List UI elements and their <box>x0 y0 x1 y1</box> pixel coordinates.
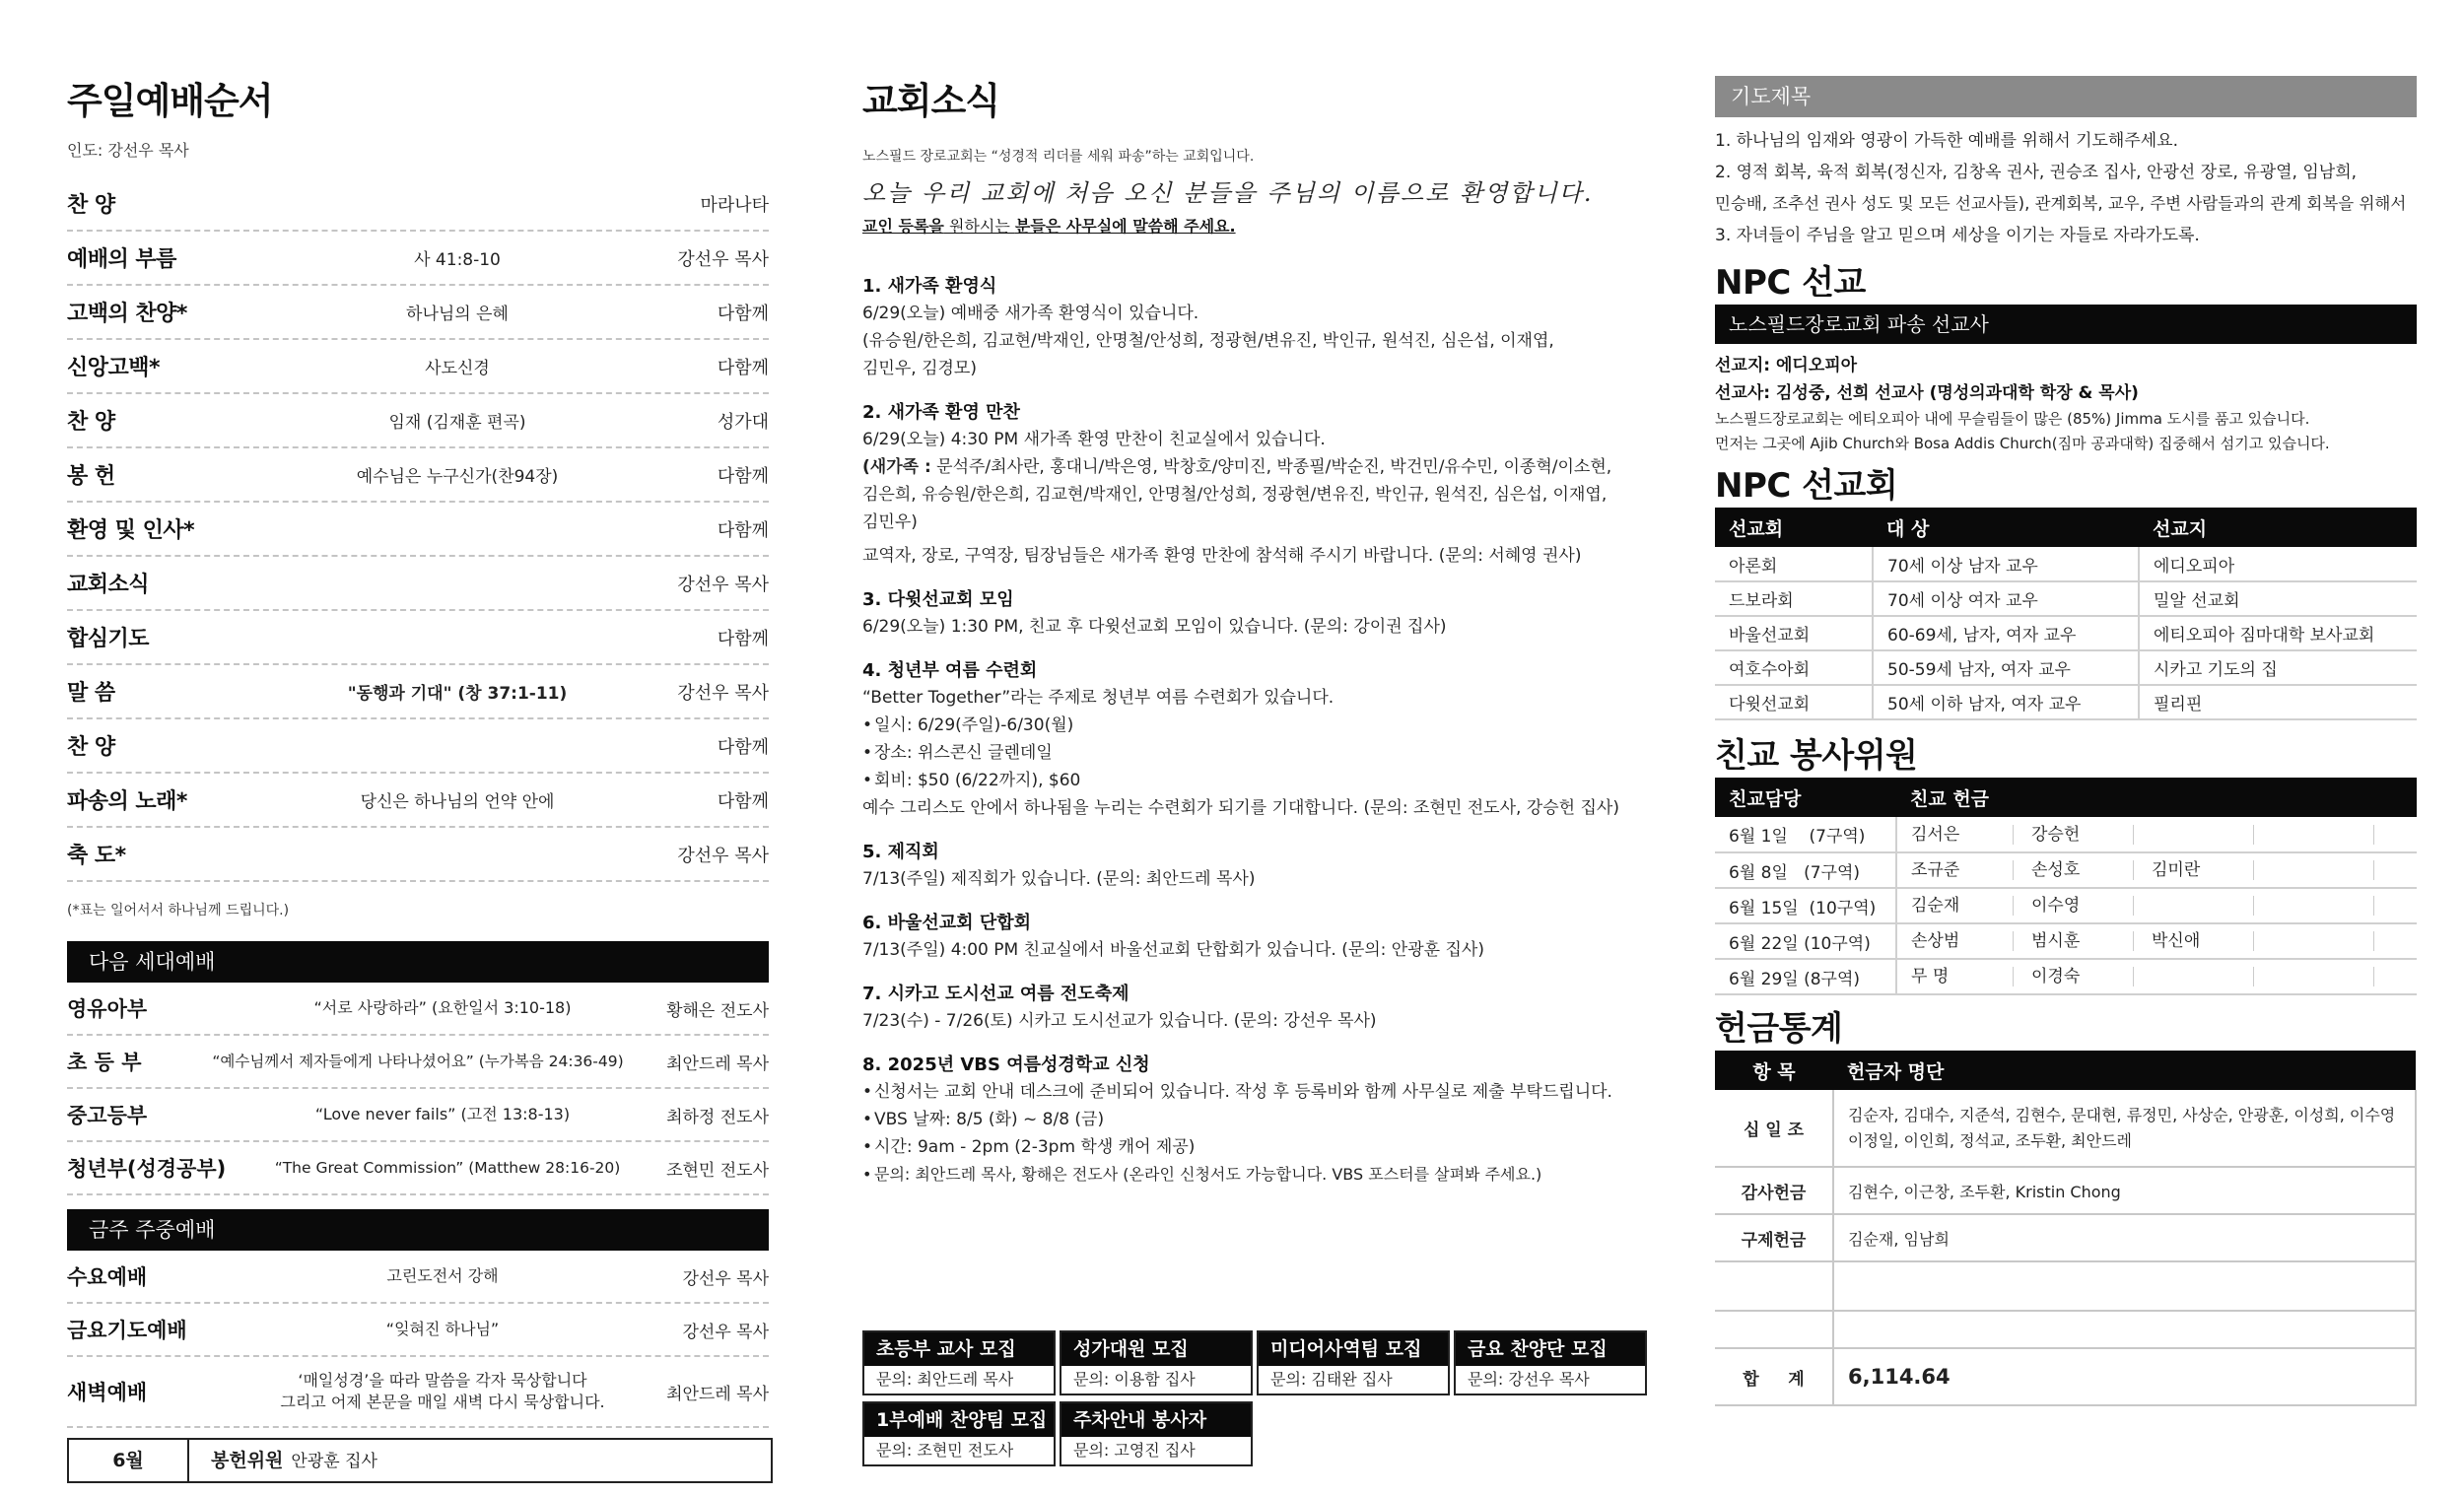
new-family-list <box>862 453 1671 481</box>
bullet-item: • 장소: 위스콘신 글렌데일 <box>862 739 1671 767</box>
news-item <box>862 587 1671 641</box>
news-line: 교역자, 장로, 구역장, 팀장님들은 새가족 환영 만찬에 참석해 주시기 바랍니다. (문의: 서혜영 권사) <box>862 546 1582 566</box>
table-row: 6월 29일 (8구역) 무 명 이경숙 <box>1715 959 2417 994</box>
table-row: 6월 1일 (7구역) 김서은 강승헌 <box>1715 817 2417 852</box>
order-by: 다함께 <box>717 628 769 649</box>
bullet-item: • 회비: $50 (6/22까지), $60 <box>862 767 1671 794</box>
order-name: 교회소식 <box>67 573 150 597</box>
right-column <box>1715 76 2417 1406</box>
weekday-row <box>67 1304 769 1357</box>
order-by: 다함께 <box>717 357 769 378</box>
order-row <box>67 503 769 557</box>
news-title-3: 3. 다윗선교회 모임 <box>862 589 1014 610</box>
next-gen-row <box>67 983 769 1036</box>
news-item <box>862 840 1671 893</box>
table-row: 감사헌금 김현수, 이근창, 조두환, Kristin Chong <box>1715 1167 2416 1214</box>
order-row <box>67 286 769 340</box>
dept-name: 중고등부 <box>67 1104 148 1127</box>
recruit-box <box>1060 1330 1253 1395</box>
order-name: 파송의 노래* <box>67 789 187 814</box>
worship-order-column <box>67 77 769 1483</box>
prayer-item: 2. 영적 회복, 육적 회복(정신자, 김창옥 권사, 권승조 집사, 안광선 장로, 유광열, 임남희, <box>1715 163 2358 182</box>
table-row: 구제헌금 김순재, 임남희 <box>1715 1214 2416 1261</box>
order-by: 다함께 <box>717 465 769 487</box>
order-name: 고백의 찬양* <box>67 302 187 326</box>
recruit-contact: 문의: 고영진 집사 <box>1073 1441 1196 1460</box>
recruitment-boxes <box>862 1330 1671 1466</box>
recruit-contact: 문의: 이용함 집사 <box>1073 1370 1196 1389</box>
dawn-line-2: 그리고 어제 본문을 매일 새벽 다시 묵상합니다. <box>280 1393 605 1411</box>
recruit-box <box>1454 1330 1647 1395</box>
prayer-item: 민승배, 조추선 권사 성도 및 모든 선교사들), 관계회복, 교우, 주변 사람들과의 관계 회복을 위해서 <box>1715 194 2407 213</box>
dept-leader: 최안드레 목사 <box>666 1054 769 1074</box>
sermon-title: "동행과 기대" (창 37:1-11) <box>347 684 568 704</box>
weekday-header: 금주 주중예배 <box>67 1209 769 1251</box>
recruit-box <box>1060 1401 1253 1466</box>
news-list <box>862 274 1671 1189</box>
next-gen-list <box>67 983 769 1195</box>
new-family-label: (새가족 : <box>862 457 931 477</box>
order-name: 찬 양 <box>67 193 115 218</box>
news-line: 7/23(수) - 7/26(토) 시카고 도시선교가 있습니다. (문의: 강선우 목사) <box>862 1011 1377 1031</box>
order-row <box>67 665 769 719</box>
news-title-2: 2. 새가족 환영 만찬 <box>862 402 1020 423</box>
reg-part-c: 분들은 사무실에 말씀해 주세요. <box>1014 217 1236 236</box>
order-content: 당신은 하나님의 언약 안에 <box>360 792 555 812</box>
recruit-contact: 문의: 최안드레 목사 <box>876 1370 1014 1389</box>
dept-leader: 최하정 전도사 <box>666 1107 769 1127</box>
news-item <box>862 658 1671 822</box>
order-by: 다함께 <box>717 790 769 812</box>
recruit-title: 성가대원 모집 <box>1061 1332 1251 1366</box>
order-name: 찬 양 <box>67 410 115 435</box>
recruit-contact: 문의: 강선우 목사 <box>1468 1370 1590 1389</box>
order-row <box>67 340 769 394</box>
order-by: 다함께 <box>717 736 769 758</box>
fellowship-table <box>1715 778 2417 995</box>
worship-order-title: 주일예배순서 <box>67 80 273 122</box>
next-gen-header: 다음 세대예배 <box>67 941 769 983</box>
total-label: 합 계 <box>1715 1348 1833 1405</box>
order-content: 사도신경 <box>425 359 490 378</box>
service-name: 수요예배 <box>67 1265 148 1289</box>
offering-table <box>1715 1051 2417 1406</box>
next-gen-row <box>67 1089 769 1142</box>
news-line: 6/29(오늘) 1:30 PM, 친교 후 다윗선교회 모임이 있습니다. (문의: 강이권 집사) <box>862 617 1447 637</box>
order-row <box>67 828 769 882</box>
dawn-line-1: ‘매일성경’을 따라 말씀을 각자 묵상합니다 <box>298 1371 587 1390</box>
committee-role: 봉헌위원 <box>211 1450 284 1471</box>
offering-title: 헌금통계 <box>1715 1009 1843 1049</box>
weekday-row <box>67 1357 769 1428</box>
dept-content: “서로 사랑하라” (요한일서 3:10-18) <box>313 998 572 1017</box>
next-gen-row <box>67 1036 769 1089</box>
order-row <box>67 557 769 611</box>
order-by: 강선우 목사 <box>677 248 769 270</box>
recruit-title: 1부예배 찬양팀 모집 <box>864 1403 1054 1437</box>
order-name: 찬 양 <box>67 735 115 760</box>
church-news-column <box>862 77 1671 1460</box>
news-line: 김민우) <box>862 512 918 532</box>
order-name: 봉 헌 <box>67 464 115 489</box>
col-header: 친교 헌금 <box>1896 778 2417 817</box>
mission-field: 선교지: 에디오피아 <box>1715 356 1858 375</box>
news-line: 6/29(오늘) 예배중 새가족 환영식이 있습니다. <box>862 304 1199 323</box>
bullet-item: • VBS 날짜: 8/5 (화) ~ 8/8 (금) <box>862 1106 1671 1133</box>
total-row <box>1715 1348 2416 1405</box>
order-name: 신앙고백* <box>67 356 161 380</box>
news-title-6: 6. 바울선교회 단합회 <box>862 913 1031 933</box>
service-name: 금요기도예배 <box>67 1319 187 1342</box>
news-line: 예수 그리스도 안에서 하나됨을 누리는 수련회가 되기를 기대합니다. (문의: 조현민 전도사, 강승헌 집사) <box>862 798 1619 818</box>
church-intro: 노스필드 장로교회는 “성경적 리더를 세워 파송”하는 교회입니다. <box>862 149 1255 165</box>
vbs-details <box>862 1078 1671 1189</box>
table-row: 십 일 조 김순자, 김대수, 지준석, 김현수, 문대현, 류정민, 사상순, 안광훈, 이성희, 이수영 이정일, 이인희, 정석교, 조두환, 최안드레 <box>1715 1090 2416 1167</box>
recruit-title: 주차안내 봉사자 <box>1061 1403 1251 1437</box>
dept-leader: 조현민 전도사 <box>666 1160 769 1181</box>
news-line: (유승원/한은희, 김교현/박재인, 안명철/안성희, 정광현/변유진, 박인규, 원석진, 심은섭, 이재엽, <box>862 331 1554 351</box>
dept-content: “예수님께서 제자들에게 나타나셨어요” (누가복음 24:36-49) <box>212 1053 624 1070</box>
table-row: 6월 8일 (7구역) 조규준 손성호 김미란 <box>1715 852 2417 888</box>
table-row: 드보라회 70세 이상 여자 교우 밀알 선교회 <box>1715 581 2417 616</box>
missionary-name: 선교사: 김성중, 선희 선교사 (명성의과대학 학장 & 목사) <box>1715 383 2139 403</box>
service-leader: 강선우 목사 <box>682 1268 769 1289</box>
order-by: 마라나타 <box>700 194 769 216</box>
dept-content: “Love never fails” (고전 13:8-13) <box>314 1105 571 1123</box>
prayer-list <box>1715 125 2417 251</box>
order-content: 사 41:8-10 <box>414 250 501 270</box>
fellowship-title: 친교 봉사위원 <box>1715 736 1918 776</box>
col-header: 헌금자 명단 <box>1833 1051 2416 1090</box>
col-header: 대 상 <box>1873 508 2139 547</box>
recruit-box <box>862 1401 1056 1466</box>
order-row <box>67 774 769 828</box>
committee-person: 안광훈 집사 <box>291 1452 377 1471</box>
news-line: 김은희, 유승원/한은희, 김교현/박재인, 안명철/안성희, 정광현/변유진, 박인규, 원석진, 심은섭, 이재엽, <box>862 485 1608 505</box>
table-row: 아론회 70세 이상 남자 교우 에디오피아 <box>1715 547 2417 581</box>
worship-order-list <box>67 177 769 882</box>
table-row <box>1715 1311 2416 1348</box>
missionary-header: 노스필드장로교회 파송 선교사 <box>1715 305 2417 344</box>
news-line: 김민우, 김경모) <box>862 359 977 378</box>
table-row: 6월 15일 (10구역) 김순재 이수영 <box>1715 888 2417 923</box>
order-by: 강선우 목사 <box>677 682 769 704</box>
bullet-item: • 신청서는 교회 안내 데스크에 준비되어 있습니다. 작성 후 등록비와 함께 사무실로 제출 부탁드립니다. <box>862 1078 1671 1106</box>
recruit-title: 미디어사역팀 모집 <box>1259 1332 1448 1366</box>
news-item <box>862 982 1671 1035</box>
bullet-item: • 문의: 최안드레 목사, 황해은 전도사 (온라인 신청서도 가능합니다. VBS 포스터를 살펴봐 주세요.) <box>862 1161 1671 1189</box>
reg-part-b: 원하시는 <box>943 217 1015 236</box>
service-content <box>235 1370 650 1413</box>
news-title-1: 1. 새가족 환영식 <box>862 276 997 297</box>
news-line: 7/13(주일) 4:00 PM 친교실에서 바울선교회 단합회가 있습니다. (문의: 안광훈 집사) <box>862 940 1484 960</box>
news-line: “Better Together”라는 주제로 청년부 여름 수련회가 있습니다. <box>862 688 1335 708</box>
news-title-7: 7. 시카고 도시선교 여름 전도축제 <box>862 984 1129 1004</box>
prayer-item: 1. 하나님의 임재와 영광이 가득한 예배를 위해서 기도해주세요. <box>1715 131 2178 151</box>
recruit-box <box>862 1330 1056 1395</box>
npc-groups-table <box>1715 508 2417 720</box>
monthly-offering-committee <box>67 1438 773 1483</box>
order-content: 임재 (김재훈 편곡) <box>388 413 526 433</box>
registration-note <box>862 214 1671 237</box>
reg-part-a: 교인 등록을 <box>862 217 944 236</box>
order-by: 성가대 <box>717 411 769 433</box>
retreat-details <box>862 712 1671 794</box>
order-content: 하나님의 은혜 <box>406 305 509 324</box>
next-gen-row <box>67 1142 769 1195</box>
service-content: 고린도전서 강해 <box>386 1266 499 1285</box>
order-name: 축 도* <box>67 844 126 868</box>
col-header: 선교회 <box>1715 508 1873 547</box>
mission-desc: 노스필드장로교회는 에티오피아 내에 무슬림들이 많은 (85%) Jimma 도시를 품고 있습니다. <box>1715 410 2310 428</box>
col-header: 항 목 <box>1715 1051 1833 1090</box>
order-by: 다함께 <box>717 519 769 541</box>
prayer-header: 기도제목 <box>1715 76 2417 117</box>
dept-name: 초 등 부 <box>67 1051 142 1074</box>
recruit-contact: 문의: 김태완 집사 <box>1270 1370 1393 1389</box>
npc-mission-title: NPC 선교 <box>1715 263 1866 303</box>
welcome-message: 오늘 우리 교회에 처음 오신 분들을 주님의 이름으로 환영합니다. <box>862 179 1594 207</box>
news-line: 7/13(주일) 제직회가 있습니다. (문의: 최안드레 목사) <box>862 869 1256 889</box>
order-row <box>67 448 769 503</box>
news-item <box>862 911 1671 964</box>
worship-leader: 인도: 강선우 목사 <box>67 141 189 160</box>
order-name: 합심기도 <box>67 627 150 651</box>
dept-name: 영유아부 <box>67 997 148 1021</box>
recruit-title: 금요 찬양단 모집 <box>1456 1332 1645 1366</box>
order-name: 말 씀 <box>67 681 115 706</box>
order-row <box>67 394 769 448</box>
order-row <box>67 177 769 232</box>
table-row: 바울선교회 60-69세, 남자, 여자 교우 에티오피아 짐마대학 보사교회 <box>1715 616 2417 650</box>
recruit-contact: 문의: 조현민 전도사 <box>876 1441 1014 1460</box>
bullet-item: • 일시: 6/29(주일)-6/30(월) <box>862 712 1671 739</box>
new-family-names: 문석주/최사란, 홍대니/박은영, 박창호/양미진, 박종필/박순진, 박건민/유수민, 이종혁/이소현, <box>930 457 1612 477</box>
weekday-list <box>67 1251 769 1428</box>
npc-groups-title: NPC 선교회 <box>1715 466 1898 506</box>
news-item <box>862 274 1671 382</box>
table-row: 6월 22일 (10구역) 손상범 범시훈 박신애 <box>1715 923 2417 959</box>
news-item <box>862 1053 1671 1189</box>
order-row <box>67 719 769 774</box>
bullet-item: • 시간: 9am - 2pm (2-3pm 학생 캐어 제공) <box>862 1133 1671 1161</box>
col-header: 친교담당 <box>1715 778 1896 817</box>
table-row: 여호수아회 50-59세 남자, 여자 교우 시카고 기도의 집 <box>1715 650 2417 685</box>
dept-leader: 황해은 전도사 <box>666 1000 769 1021</box>
service-name: 새벽예배 <box>67 1381 148 1404</box>
prayer-item: 3. 자녀들이 주님을 알고 믿으며 세상을 이기는 자들로 자라가도록. <box>1715 226 2200 245</box>
order-by: 강선우 목사 <box>677 574 769 595</box>
mission-desc: 먼저는 그곳에 Ajib Church와 Bosa Addis Church(짐마 공과대학) 집중해서 섬기고 있습니다. <box>1715 435 2330 452</box>
service-content: “잊혀진 하나님” <box>385 1320 500 1338</box>
dept-name: 청년부(성경공부) <box>67 1157 227 1181</box>
news-item <box>862 400 1671 570</box>
month-label: 6월 <box>69 1440 189 1481</box>
col-header: 선교지 <box>2139 508 2417 547</box>
recruit-box <box>1257 1330 1450 1395</box>
news-title-4: 4. 청년부 여름 수련회 <box>862 660 1038 681</box>
recruit-title: 초등부 교사 모집 <box>864 1332 1054 1366</box>
order-by: 강선우 목사 <box>677 845 769 866</box>
order-by: 다함께 <box>717 303 769 324</box>
table-row: 다윗선교회 50세 이하 남자, 여자 교우 필리핀 <box>1715 685 2417 719</box>
order-name: 예배의 부름 <box>67 247 176 272</box>
order-row <box>67 611 769 665</box>
dept-content: “The Great Commission” (Matthew 28:16-20) <box>274 1159 621 1177</box>
news-title-8: 8. 2025년 VBS 여름성경학교 신청 <box>862 1054 1150 1075</box>
table-row <box>1715 1261 2416 1311</box>
order-content: 예수님은 누구신가(찬94장) <box>356 467 559 487</box>
total-amount: 6,114.64 <box>1833 1348 2416 1405</box>
news-title-5: 5. 제직회 <box>862 842 939 862</box>
standing-note: (*표는 일어서서 하나님께 드립니다.) <box>67 903 290 918</box>
weekday-row <box>67 1251 769 1304</box>
service-leader: 강선우 목사 <box>682 1322 769 1342</box>
committee-info <box>189 1440 377 1481</box>
news-line: 6/29(오늘) 4:30 PM 새가족 환영 만찬이 친교실에서 있습니다. <box>862 430 1326 449</box>
order-row <box>67 232 769 286</box>
service-leader: 최안드레 목사 <box>666 1384 769 1404</box>
mission-info <box>1715 352 2417 456</box>
order-name: 환영 및 인사* <box>67 518 195 543</box>
news-title: 교회소식 <box>862 80 999 122</box>
